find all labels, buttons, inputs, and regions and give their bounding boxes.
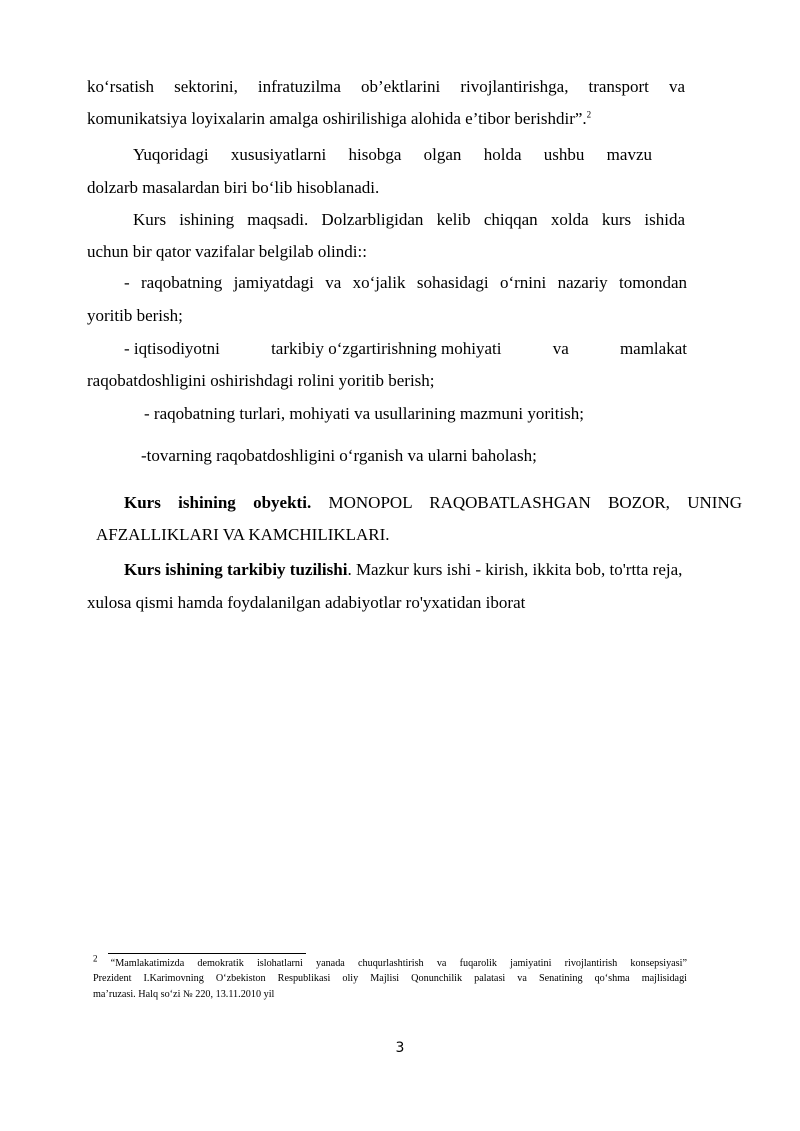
list-item-line [124,338,687,360]
paragraph-line: uchun bir qator vazifalar belgilab olindi:: [87,242,367,261]
footnote-number: 2 [93,953,98,964]
paragraph-line: ko‘rsatish sektorini, infratuzilma ob’ektlarini rivojlantirishga, transport va [87,77,685,96]
footnote-separator [108,953,306,954]
footnote-reference: 2 [586,109,592,120]
list-item-word: mamlakat [619,339,687,358]
list-item-line: -tovarning raqobatdoshligini o‘rganish va ularni baholash; [141,446,537,465]
paragraph-line [87,108,591,130]
object-line: AFZALLIKLARI VA KAMCHILIKLARI. [96,525,390,544]
structure-line: xulosa qismi hamda foydalanilgan adabiyotlar ro'yxatidan iborat [87,593,526,612]
list-item-line: - raqobatning jamiyatdagi va xo‘jalik sohasidagi o‘rnini nazariy tomondan [124,273,687,292]
structure-line [124,559,682,581]
list-item-line: yoritib berish; [87,306,183,325]
list-item-line: raqobatdoshligini oshirishdagi rolini yoritib berish; [87,371,435,390]
footnote-line: Prezident I.Karimovning O‘zbekiston Respublikasi oliy Majlisi Qonunchilik palatasi va Senatining qo‘shma majlisidagi [93,973,687,984]
object-label: Kurs ishining obyekti. [124,493,312,512]
list-item-line: - raqobatning turlari, mohiyati va usullarining mazmuni yoritish; [144,404,585,423]
paragraph-text: komunikatsiya loyixalarin amalga oshirilishiga alohida e’tibor berishdir”. [87,109,587,128]
page-number: 3 [395,1040,405,1056]
structure-label: Kurs ishining tarkibiy tuzilishi [124,560,348,579]
paragraph-line: dolzarb masalardan biri bo‘lib hisoblanadi. [87,178,380,197]
list-item-word: va [552,339,569,358]
object-line [124,492,742,514]
structure-text: . Mazkur kurs ishi - kirish, ikkita bob, to'rtta reja, [347,560,683,579]
footnote-line: ma’ruzasi. Halq so‘zi № 220, 13.11.2010 yil [93,989,275,1000]
paragraph-line: Yuqoridagi xususiyatlarni hisobga olgan holda ushbu mavzu [133,145,652,164]
footnote-text: “Mamlakatimizda demokratik islohatlarni yanada chuqurlashtirish va fuqarolik jamiyatini rivojlantirish konsepsiyasi” [97,958,687,969]
footnote-line [93,953,687,971]
paragraph-line: Kurs ishining maqsadi. Dolzarbligidan kelib chiqqan xolda kurs ishida [133,210,685,229]
list-item-word: - iqtisodiyotni [124,339,220,358]
list-item-word: tarkibiy o‘zgartirishning mohiyati [271,339,502,358]
object-text: MONOPOL RAQOBATLASHGAN BOZOR, UNING [311,493,743,512]
